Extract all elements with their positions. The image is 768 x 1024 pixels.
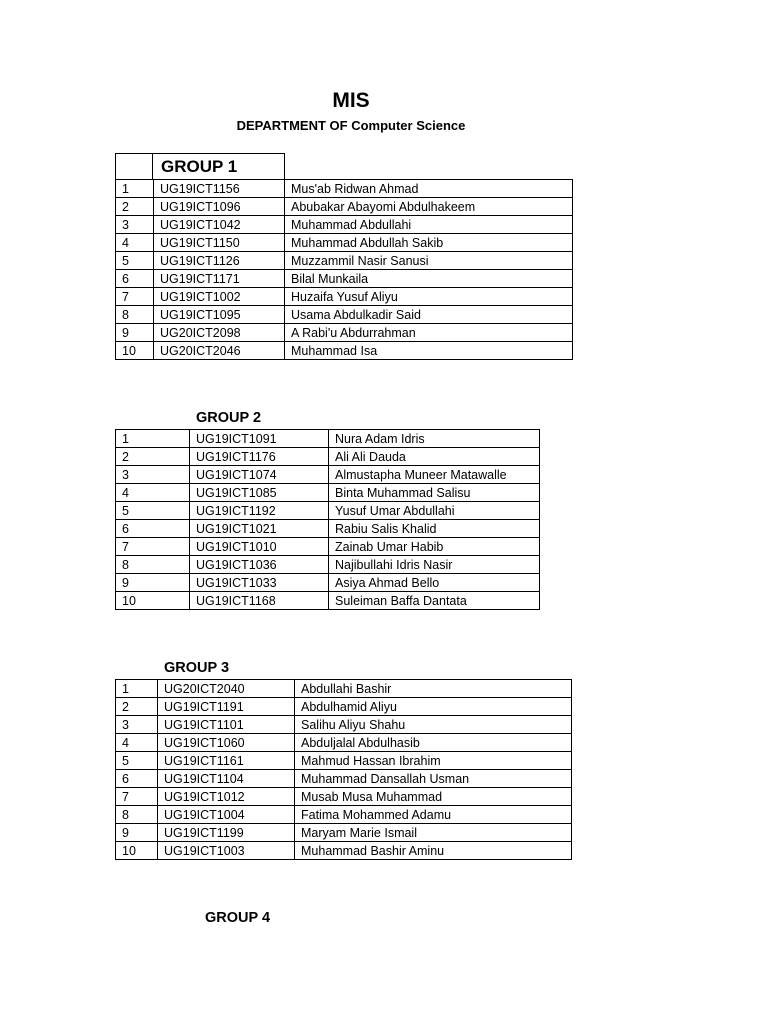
group-2-heading: GROUP 2 [196, 410, 262, 426]
table-row [116, 252, 573, 270]
row-number-cell: 5 [116, 252, 154, 270]
student-id-cell: UG19ICT1101 [158, 716, 295, 734]
table-row [116, 520, 540, 538]
group-4-heading: GROUP 4 [205, 910, 271, 926]
table-row [116, 430, 540, 448]
table-row [116, 680, 572, 698]
row-number-cell: 7 [116, 788, 158, 806]
student-name-cell: Salihu Aliyu Shahu [295, 716, 572, 734]
row-number-cell: 8 [116, 556, 190, 574]
row-number-cell: 4 [116, 234, 154, 252]
table-row [116, 716, 572, 734]
table-row [116, 788, 572, 806]
student-name-cell: Fatima Mohammed Adamu [295, 806, 572, 824]
student-name-cell: Mahmud Hassan Ibrahim [295, 752, 572, 770]
student-id-cell: UG19ICT1036 [190, 556, 329, 574]
student-name-cell: Muhammad Dansallah Usman [295, 770, 572, 788]
row-number-cell: 4 [116, 734, 158, 752]
student-name-cell: Binta Muhammad Salisu [329, 484, 540, 502]
student-name-cell: Suleiman Baffa Dantata [329, 592, 540, 610]
row-number-cell: 2 [116, 448, 190, 466]
student-id-cell: UG19ICT1095 [154, 306, 285, 324]
student-name-cell: Abdulhamid Aliyu [295, 698, 572, 716]
student-name-cell: Abdullahi Bashir [295, 680, 572, 698]
row-number-cell: 8 [116, 306, 154, 324]
row-number-cell: 8 [116, 806, 158, 824]
student-id-cell: UG19ICT1091 [190, 430, 329, 448]
table-row [116, 556, 540, 574]
group-1-header-blank-cell [115, 153, 153, 179]
group-3-heading: GROUP 3 [164, 660, 230, 676]
group-1-heading: GROUP 1 [153, 153, 285, 179]
student-id-cell: UG19ICT1010 [190, 538, 329, 556]
group-1-header [115, 153, 285, 179]
student-name-cell: Huzaifa Yusuf Aliyu [285, 288, 573, 306]
table-row [116, 342, 573, 360]
row-number-cell: 6 [116, 770, 158, 788]
table-row [116, 288, 573, 306]
student-id-cell: UG19ICT1156 [154, 180, 285, 198]
row-number-cell: 2 [116, 198, 154, 216]
student-id-cell: UG19ICT1176 [190, 448, 329, 466]
row-number-cell: 4 [116, 484, 190, 502]
row-number-cell: 10 [116, 342, 154, 360]
student-id-cell: UG19ICT1074 [190, 466, 329, 484]
student-name-cell: Nura Adam Idris [329, 430, 540, 448]
student-name-cell: Muhammad Isa [285, 342, 573, 360]
table-row [116, 574, 540, 592]
row-number-cell: 2 [116, 698, 158, 716]
student-name-cell: Almustapha Muneer Matawalle [329, 466, 540, 484]
table-row [116, 502, 540, 520]
student-name-cell: Rabiu Salis Khalid [329, 520, 540, 538]
student-name-cell: Muhammad Bashir Aminu [295, 842, 572, 860]
student-id-cell: UG19ICT1004 [158, 806, 295, 824]
student-name-cell: Bilal Munkaila [285, 270, 573, 288]
row-number-cell: 1 [116, 430, 190, 448]
row-number-cell: 5 [116, 752, 158, 770]
row-number-cell: 6 [116, 520, 190, 538]
group-3-table [115, 679, 572, 860]
table-row [116, 806, 572, 824]
student-name-cell: Mus'ab Ridwan Ahmad [285, 180, 573, 198]
row-number-cell: 3 [116, 466, 190, 484]
student-name-cell: Muhammad Abdullahi [285, 216, 573, 234]
table-row [116, 842, 572, 860]
table-row [116, 324, 573, 342]
table-row [116, 448, 540, 466]
table-row [116, 216, 573, 234]
student-id-cell: UG20ICT2046 [154, 342, 285, 360]
student-id-cell: UG19ICT1003 [158, 842, 295, 860]
group-1-table [115, 179, 573, 360]
student-id-cell: UG19ICT1191 [158, 698, 295, 716]
student-name-cell: Musab Musa Muhammad [295, 788, 572, 806]
table-row [116, 770, 572, 788]
student-id-cell: UG19ICT1168 [190, 592, 329, 610]
student-name-cell: Usama Abdulkadir Said [285, 306, 573, 324]
student-id-cell: UG19ICT1199 [158, 824, 295, 842]
table-row [116, 734, 572, 752]
row-number-cell: 9 [116, 324, 154, 342]
student-id-cell: UG19ICT1161 [158, 752, 295, 770]
page-title: MIS [332, 89, 370, 112]
student-name-cell: Zainab Umar Habib [329, 538, 540, 556]
table-row [116, 592, 540, 610]
table-row [116, 824, 572, 842]
student-id-cell: UG20ICT2040 [158, 680, 295, 698]
row-number-cell: 7 [116, 288, 154, 306]
row-number-cell: 1 [116, 680, 158, 698]
group-2-table [115, 429, 540, 610]
row-number-cell: 1 [116, 180, 154, 198]
row-number-cell: 9 [116, 824, 158, 842]
student-id-cell: UG19ICT1042 [154, 216, 285, 234]
row-number-cell: 3 [116, 716, 158, 734]
student-id-cell: UG19ICT1033 [190, 574, 329, 592]
table-row [116, 484, 540, 502]
row-number-cell: 10 [116, 592, 190, 610]
student-name-cell: Abduljalal Abdulhasib [295, 734, 572, 752]
table-row [116, 234, 573, 252]
table-row [116, 306, 573, 324]
table-row [116, 198, 573, 216]
row-number-cell: 9 [116, 574, 190, 592]
table-row [116, 698, 572, 716]
department-subtitle: DEPARTMENT OF Computer Science [236, 118, 466, 133]
table-row [116, 466, 540, 484]
row-number-cell: 10 [116, 842, 158, 860]
student-id-cell: UG20ICT2098 [154, 324, 285, 342]
student-id-cell: UG19ICT1104 [158, 770, 295, 788]
student-id-cell: UG19ICT1085 [190, 484, 329, 502]
student-name-cell: Ali Ali Dauda [329, 448, 540, 466]
row-number-cell: 3 [116, 216, 154, 234]
student-name-cell: Muhammad Abdullah Sakib [285, 234, 573, 252]
row-number-cell: 7 [116, 538, 190, 556]
row-number-cell: 6 [116, 270, 154, 288]
table-row [116, 538, 540, 556]
student-id-cell: UG19ICT1126 [154, 252, 285, 270]
student-id-cell: UG19ICT1171 [154, 270, 285, 288]
student-id-cell: UG19ICT1002 [154, 288, 285, 306]
student-name-cell: Muzzammil Nasir Sanusi [285, 252, 573, 270]
student-id-cell: UG19ICT1192 [190, 502, 329, 520]
student-name-cell: Maryam Marie Ismail [295, 824, 572, 842]
row-number-cell: 5 [116, 502, 190, 520]
student-id-cell: UG19ICT1150 [154, 234, 285, 252]
table-row [116, 270, 573, 288]
table-row [116, 752, 572, 770]
table-row [116, 180, 573, 198]
student-id-cell: UG19ICT1096 [154, 198, 285, 216]
student-name-cell: Yusuf Umar Abdullahi [329, 502, 540, 520]
student-id-cell: UG19ICT1012 [158, 788, 295, 806]
student-name-cell: Abubakar Abayomi Abdulhakeem [285, 198, 573, 216]
student-name-cell: Asiya Ahmad Bello [329, 574, 540, 592]
student-name-cell: A Rabi'u Abdurrahman [285, 324, 573, 342]
student-id-cell: UG19ICT1021 [190, 520, 329, 538]
student-name-cell: Najibullahi Idris Nasir [329, 556, 540, 574]
student-id-cell: UG19ICT1060 [158, 734, 295, 752]
